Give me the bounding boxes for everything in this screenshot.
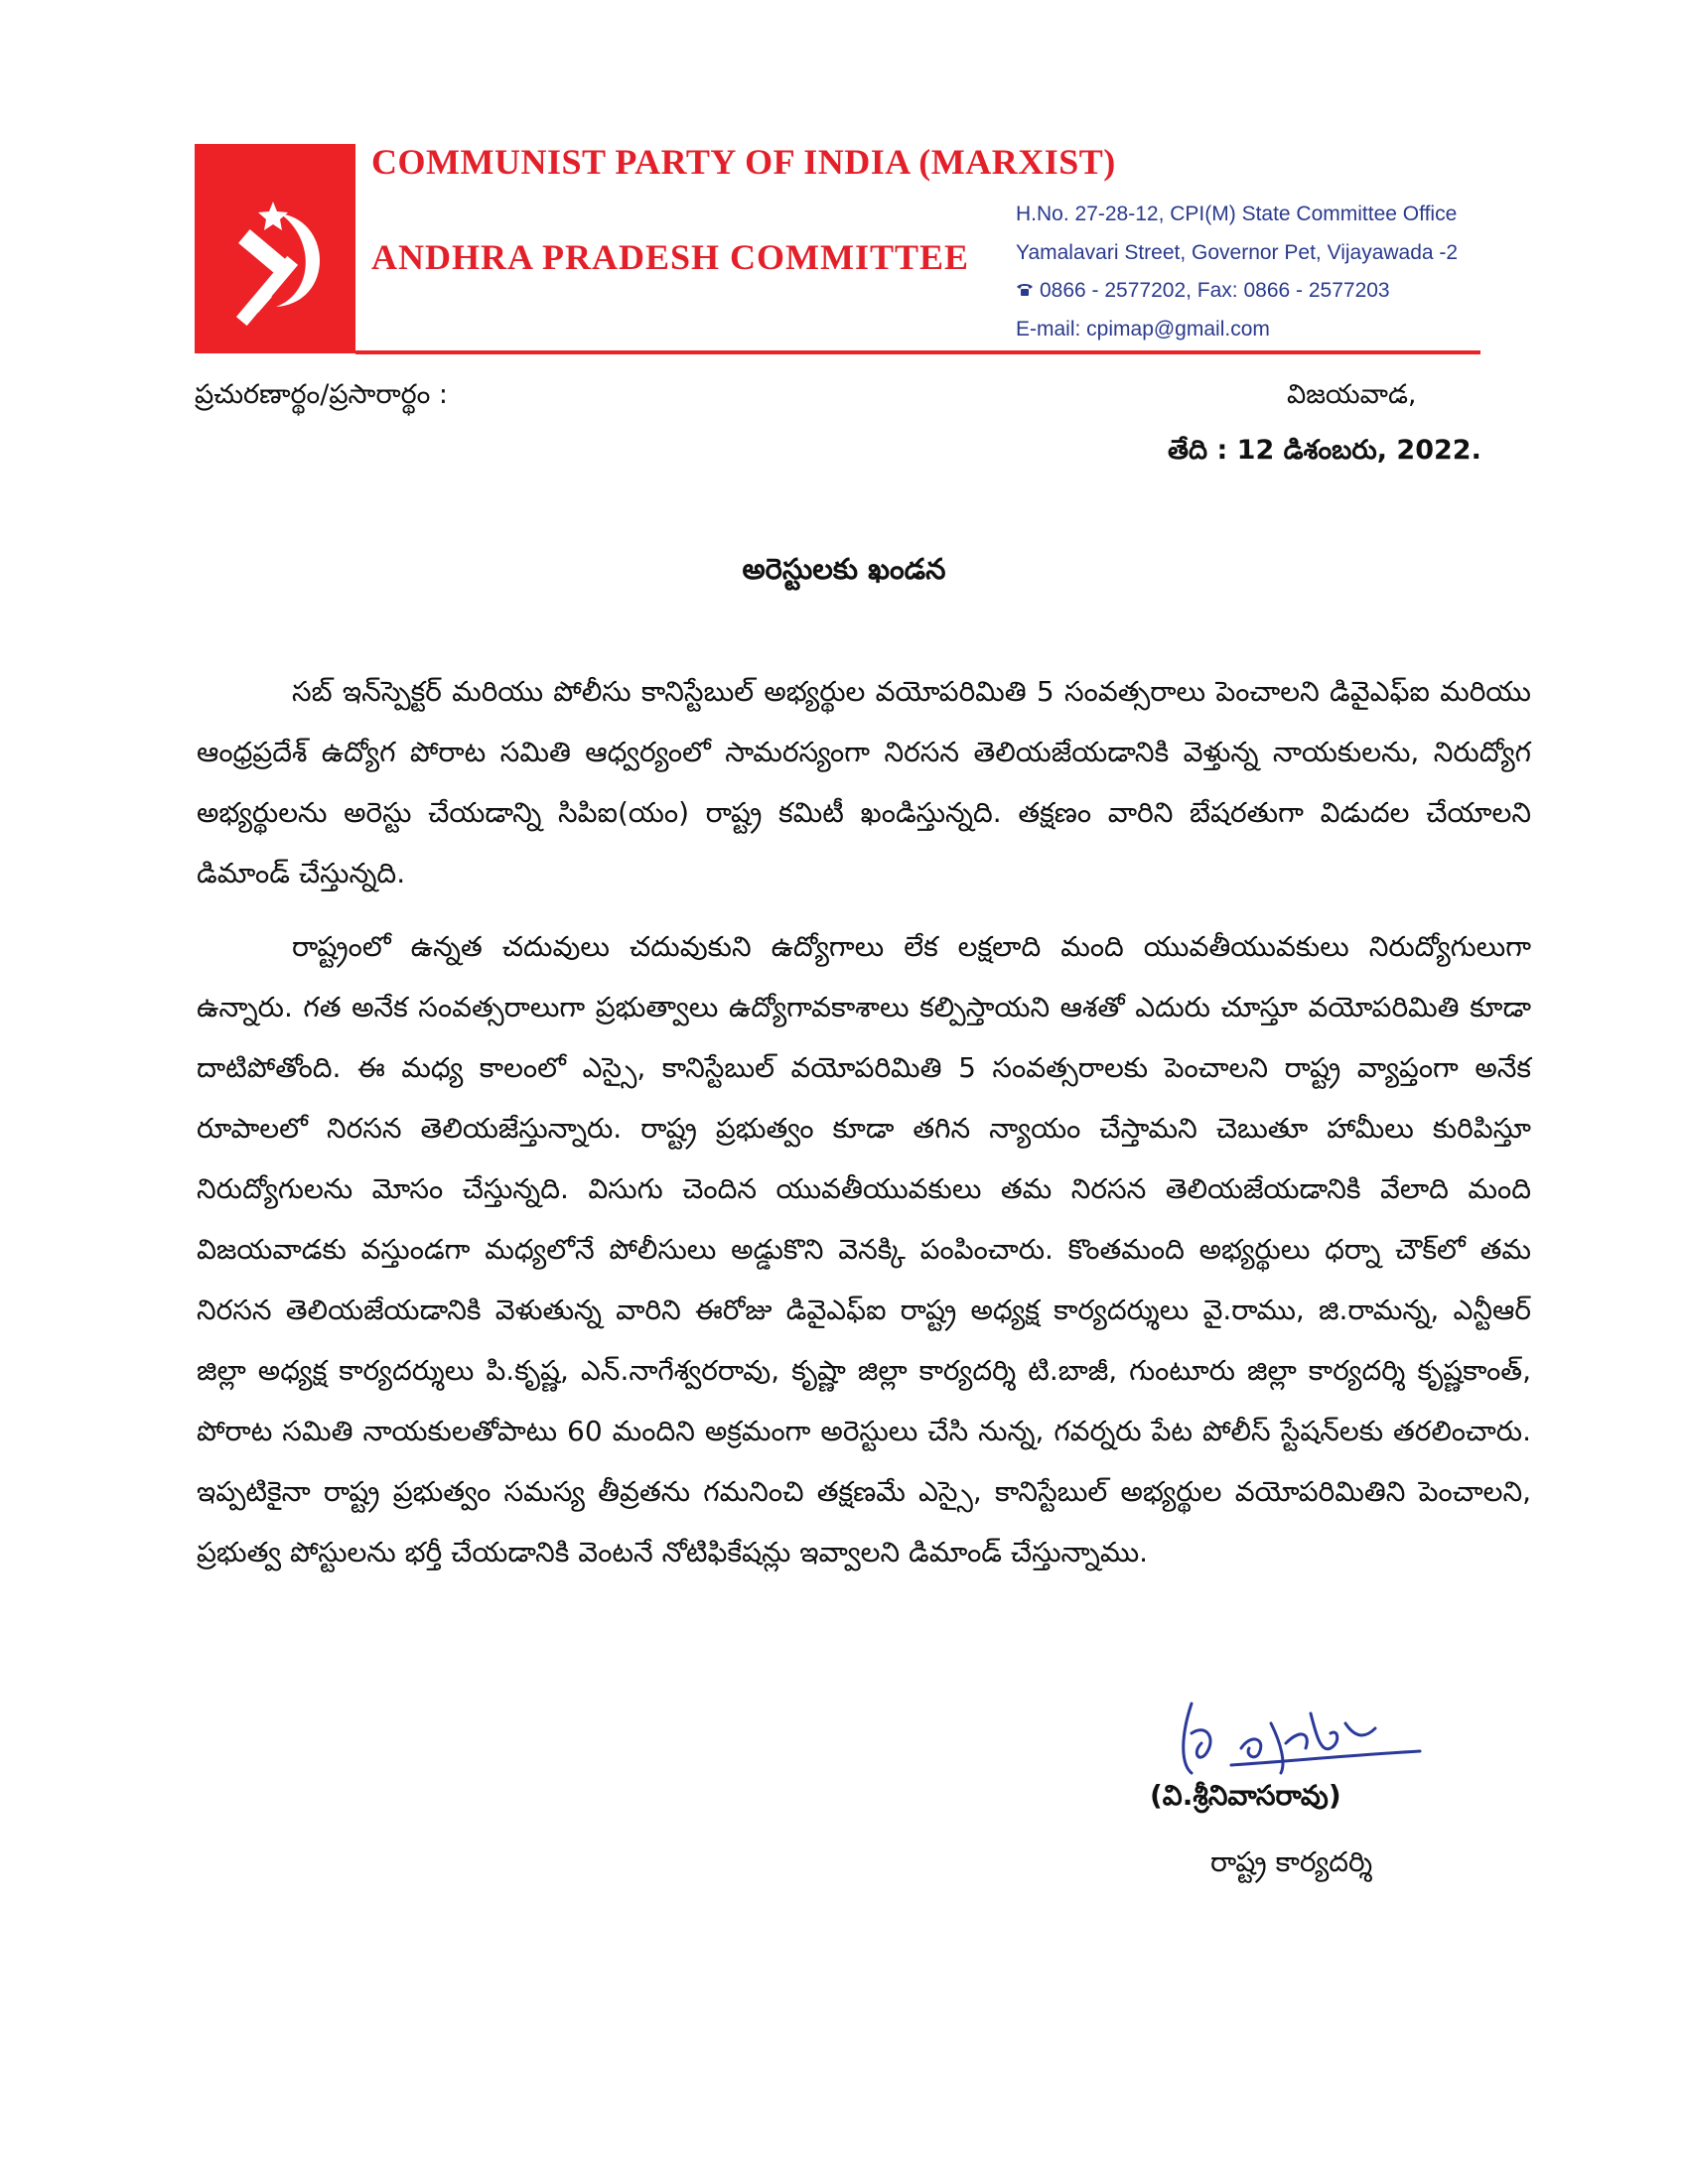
place-text: విజయవాడ, xyxy=(1287,379,1417,410)
phone-fax-text: 0866 - 2577202, Fax: 0866 - 2577203 xyxy=(1040,279,1390,302)
party-name: COMMUNIST PARTY OF INDIA (MARXIST) xyxy=(371,142,1116,182)
address-line: H.No. 27-28-12, CPI(M) State Committee Office xyxy=(1016,203,1458,225)
party-logo xyxy=(195,144,355,353)
press-release-label: ప్రచురణార్థం/ప్రసారార్థం : xyxy=(195,379,449,410)
document-title: అరెస్టులకు ఖండన xyxy=(742,552,946,586)
committee-name: ANDHRA PRADESH COMMITTEE xyxy=(371,237,970,277)
signer-name: (వి.శ్రీనివాసరావు) xyxy=(1150,1779,1341,1812)
hammer-sickle-star-icon xyxy=(195,144,355,353)
telephone-icon xyxy=(1016,279,1034,303)
body-paragraph: రాష్ట్రంలో ఉన్నత చదువులు చదువుకుని ఉద్యోగాలు లేక లక్షలాది మంది యువతీయువకులు నిరుద్యోగులుగా ఉన్నారు. గత అనేక సంవత్సరాలుగా ప్రభుత్వాలు ఉద్యోగావకాశాలు కల్పిస్తాయని ఆశతో ఎదురు చూస్తూ వయోపరిమితి కూడా దాటిపోతోంది. ఈ మధ్య కాలంలో ఎస్సై, కానిస్టేబుల్ వయోపరిమితి 5 సంవత్సరాలకు పెంచాలని రాష్ట్ర వ్యాప్తంగా అనేక రూపాలలో నిరసన తెలియజేస్తున్నారు. రాష్ట్ర ప్రభుత్వం కూడా తగిన న్యాయం చేస్తామని చెబుతూ హామీలు కురిపిస్తూ నిరుద్యోగులను మోసం చేస్తున్నది. విసుగు చెందిన యువతీయువకులు తమ నిరసన తెలియజేయడానికి వేలాది మంది విజయవాడకు వస్తుండగా మధ్యలోనే పోలీసులు అడ్డుకొని వెనక్కి పంపించారు. కొంతమంది అభ్యర్థులు ధర్నా చౌక్‌లో తమ నిరసన తెలియజేయడానికి వెళుతున్న వారిని ఈరోజు డివైఎఫ్ఐ రాష్ట్ర అధ్యక్ష కార్యదర్శులు వై.రాము, జి.రామన్న, ఎన్టీఆర్ జిల్లా అధ్యక్ష కార్యదర్శులు పి.కృష్ణ, ఎన్.నాగేశ్వరరావు, కృష్ణా జిల్లా కార్యదర్శి టి.బాజీ, గుంటూరు జిల్లా కార్యదర్శి కృష్ణకాంత్, పోరాట సమితి నాయకులతోపాటు 60 మందిని అక్రమంగా అరెస్టులు చేసి నున్న, గవర్నరు పేట పోలీస్ స్టేషన్‌లకు తరలించారు. ఇప్పటికైనా రాష్ట్ర ప్రభుత్వం సమస్య తీవ్రతను గమనించి తక్షణమే ఎస్సై, కానిస్టేబుల్ అభ్యర్థుల వయోపరిమితిని పెంచాలని, ప్రభుత్వ పోస్టులను భర్తీ చేయడానికి వెంటనే నోటిఫికేషన్లు ఇవ్వాలని డిమాండ్ చేస్తున్నాము. xyxy=(197,930,1531,1569)
date-text: తేది : 12 డిశంబరు, 2022. xyxy=(1168,435,1481,466)
email-text: E-mail: cpimap@gmail.com xyxy=(1016,318,1270,341)
signer-designation: రాష్ట్ర కార్యదర్శి xyxy=(1210,1845,1373,1878)
header-divider xyxy=(355,350,1480,354)
phone-line xyxy=(1016,279,1390,303)
handwritten-signature xyxy=(1172,1694,1430,1787)
address-line: Yamalavari Street, Governor Pet, Vijayawada -2 xyxy=(1016,241,1459,264)
body-paragraph: సబ్ ఇన్‌స్పెక్టర్ మరియు పోలీసు కానిస్టేబుల్ అభ్యర్థుల వయోపరిమితి 5 సంవత్సరాలు పెంచాలని డివైఎఫ్ఐ మరియు ఆంధ్రప్రదేశ్ ఉద్యోగ పోరాట సమితి ఆధ్వర్యంలో సామరస్యంగా నిరసన తెలియజేయడానికి వెళ్తున్న నాయకులను, నిరుద్యోగ అభ్యర్థులను అరెస్టు చేయడాన్ని సిపిఐ(యం) రాష్ట్ర కమిటీ ఖండిస్తున్నది. తక్షణం వారిని బేషరతుగా విడుదల చేయాలని డిమాండ్ చేస్తున్నది. xyxy=(197,675,1531,889)
